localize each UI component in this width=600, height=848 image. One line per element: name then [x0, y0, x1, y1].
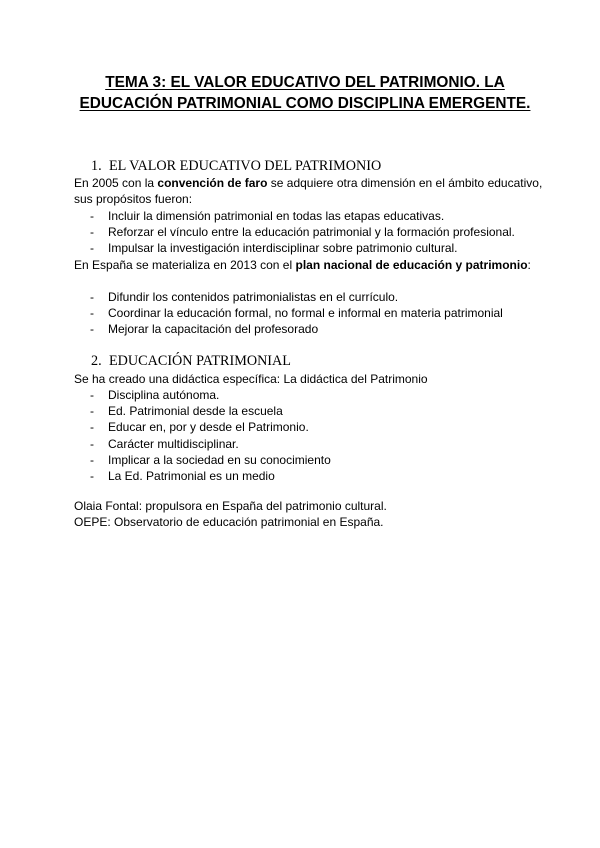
list-item-text: Incluir la dimensión patrimonial en todas las etapas educativas.	[108, 209, 445, 223]
list-item	[74, 436, 544, 452]
bullet-list-plan	[74, 289, 544, 338]
section-heading-text: EDUCACIÓN PATRIMONIAL	[109, 353, 291, 369]
bullet-list-educacion-patrimonial	[74, 387, 544, 484]
dash-bullet: -	[90, 452, 94, 467]
list-item-text: Implicar a la sociedad en su conocimiento	[108, 452, 331, 467]
page-title: TEMA 3: EL VALOR EDUCATIVO DEL PATRIMONIO. LA EDUCACIÓN PATRIMONIAL COMO DISCIPLINA EMERGENTE.	[79, 74, 531, 112]
dash-bullet: -	[90, 306, 94, 321]
list-item	[74, 305, 544, 321]
section-number: 1.	[91, 158, 102, 174]
section-heading-text: EL VALOR EDUCATIVO DEL PATRIMONIO	[109, 158, 382, 174]
list-item-text: Educar en, por y desde el Patrimonio.	[108, 420, 309, 435]
list-item	[74, 289, 544, 305]
dash-bullet: -	[90, 241, 94, 256]
note-oepe: OEPE: Observatorio de educación patrimonial en España.	[74, 515, 384, 529]
list-item-text: La Ed. Patrimonial es un medio	[108, 469, 275, 484]
section-heading-2	[91, 352, 291, 370]
list-item	[74, 208, 544, 224]
list-item	[74, 224, 544, 240]
list-item	[74, 321, 544, 337]
list-item	[74, 452, 544, 468]
dash-bullet: -	[90, 436, 94, 451]
bold-term: convención de faro	[157, 176, 268, 190]
paragraph-text: En España se materializa en 2013 con el	[74, 258, 296, 272]
dash-bullet: -	[90, 404, 94, 419]
dash-bullet: -	[90, 469, 94, 484]
paragraph-convencion-faro	[74, 175, 544, 207]
list-item	[74, 468, 544, 484]
dash-bullet: -	[90, 388, 94, 402]
list-item-text: Reforzar el vínculo entre la educación patrimonial y la formación profesional.	[108, 225, 515, 240]
section-heading-1	[91, 157, 381, 175]
list-item	[74, 403, 544, 419]
list-item-text: Impulsar la investigación interdisciplinar sobre patrimonio cultural.	[108, 241, 458, 256]
list-item-text: Mejorar la capacitación del profesorado	[108, 322, 319, 337]
list-item-text: Ed. Patrimonial desde la escuela	[108, 404, 283, 419]
list-item-text: Coordinar la educación formal, no formal e informal en materia patrimonial	[108, 306, 503, 321]
dash-bullet: -	[90, 290, 94, 304]
list-item	[74, 419, 544, 435]
list-item	[74, 387, 544, 403]
dash-bullet: -	[90, 209, 94, 223]
paragraph-didactica: Se ha creado una didáctica específica: La didáctica del Patrimonio	[74, 372, 428, 386]
paragraph-text: se adquiere otra dimensión en el ámbito educativo, sus propósitos fueron:	[74, 176, 543, 207]
paragraph-text: En 2005 con la	[74, 176, 158, 190]
dash-bullet: -	[90, 225, 94, 240]
list-item	[74, 240, 544, 256]
list-item-text: Carácter multidisciplinar.	[108, 436, 239, 451]
bold-term: plan nacional de educación y patrimonio	[295, 258, 528, 272]
note-olaia-fontal: Olaia Fontal: propulsora en España del patrimonio cultural.	[74, 499, 387, 513]
dash-bullet: -	[90, 420, 94, 435]
bullet-list-propositos	[74, 208, 544, 257]
dash-bullet: -	[90, 322, 94, 337]
paragraph-plan-nacional	[74, 257, 544, 273]
paragraph-text: :	[527, 258, 531, 272]
list-item-text: Difundir los contenidos patrimonialistas en el currículo.	[108, 290, 399, 304]
section-number: 2.	[91, 353, 102, 369]
list-item-text: Disciplina autónoma.	[108, 388, 220, 402]
